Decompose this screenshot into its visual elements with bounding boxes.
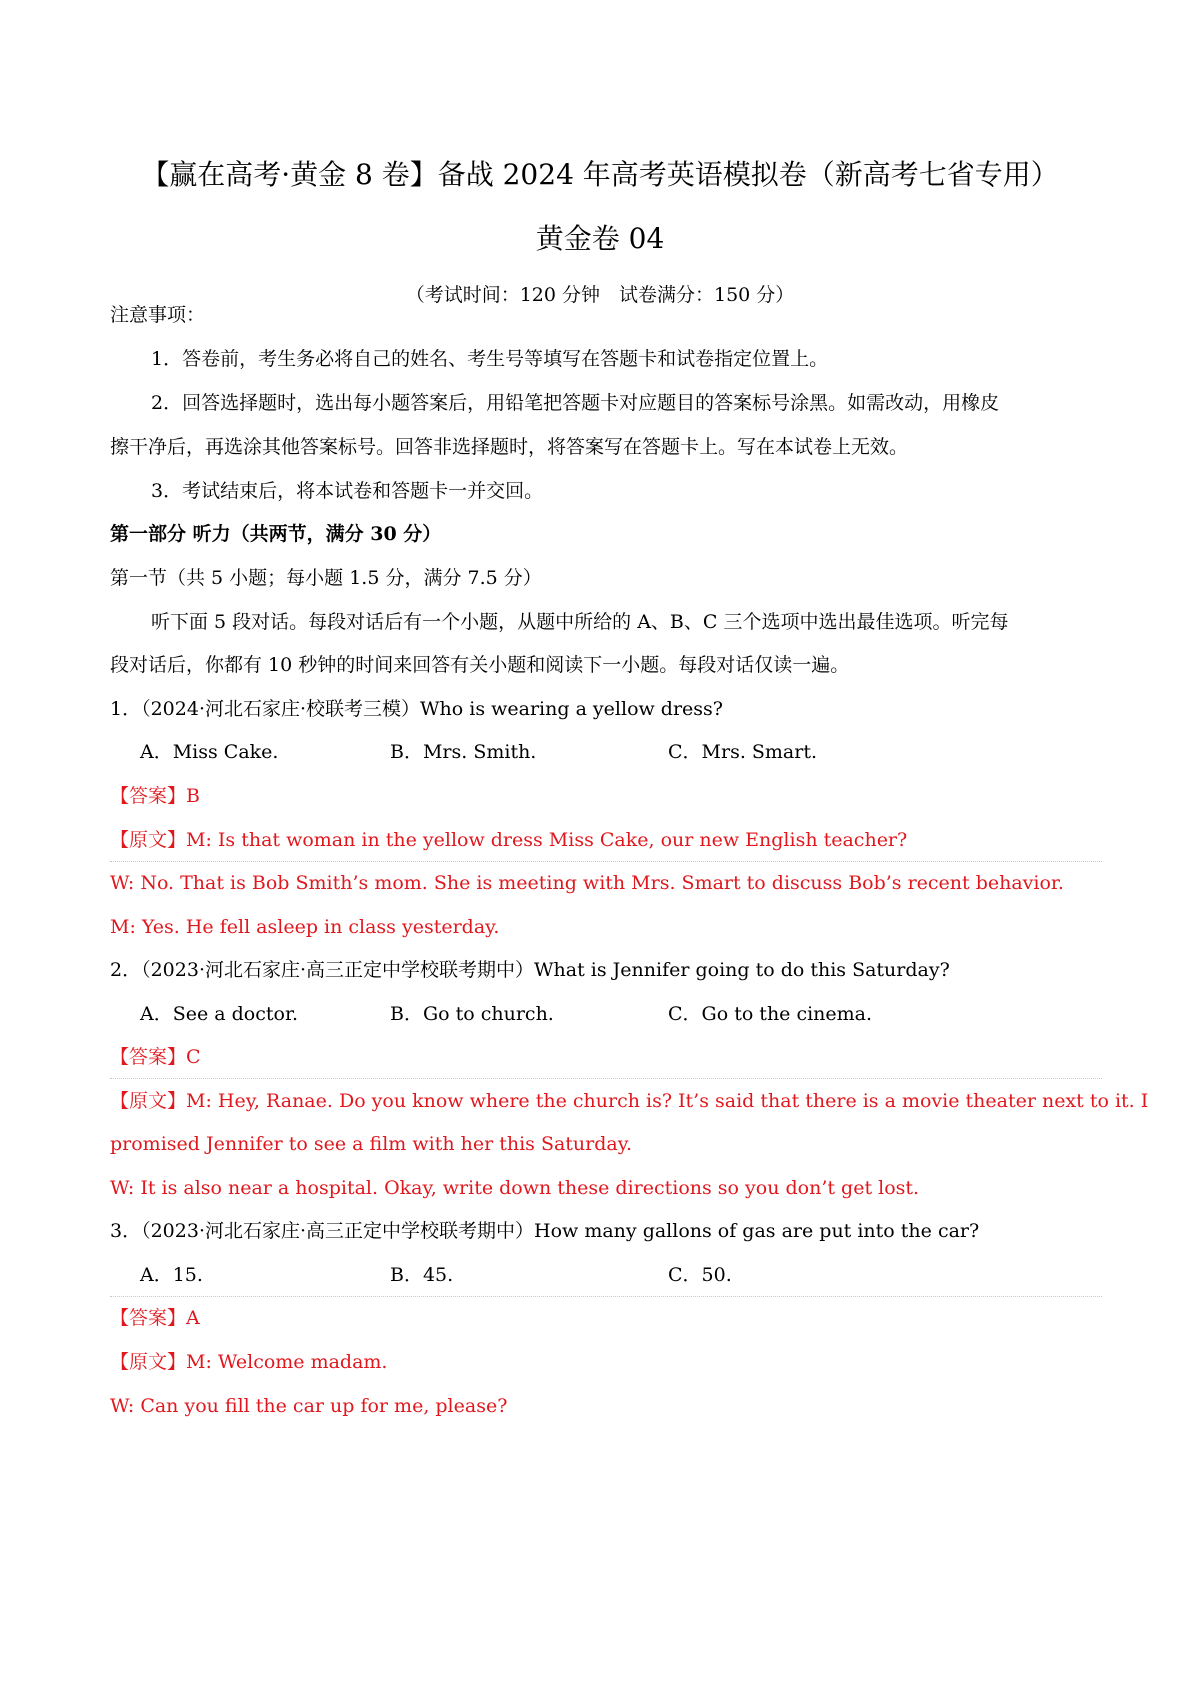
option-a: A．15. bbox=[140, 1264, 203, 1286]
notice-heading: 注意事项： bbox=[110, 304, 206, 326]
part-heading: 第一部分 听力（共两节，满分 30 分） bbox=[110, 523, 442, 545]
notice-item-1: 1．答卷前，考生务必将自己的姓名、考生号等填写在答题卡和试卷指定位置上。 bbox=[151, 348, 829, 370]
option-b: B．Go to church. bbox=[390, 1003, 554, 1025]
notice-item-2-cont: 擦干净后，再选涂其他答案标号。回答非选择题时，将答案写在答题卡上。写在本试卷上无效。 bbox=[110, 436, 909, 458]
transcript-line: 【原文】M: Is that woman in the yellow dress Miss Cake, our new English teacher? bbox=[110, 829, 908, 851]
question-stem: 3．（2023·河北石家庄·高三正定中学校联考期中）How many gallons of gas are put into the car? bbox=[110, 1220, 980, 1242]
exam-title: 【赢在高考·黄金 8 卷】备战 2024 年高考英语模拟卷（新高考七省专用） bbox=[141, 158, 1059, 191]
question-stem: 1．（2024·河北石家庄·校联考三模）Who is wearing a yellow dress? bbox=[110, 698, 723, 720]
transcript-line: 【原文】M: Welcome madam. bbox=[110, 1351, 388, 1373]
exam-subtitle: 黄金卷 04 bbox=[535, 222, 665, 255]
option-c: C．Mrs. Smart. bbox=[668, 741, 818, 763]
transcript-line: promised Jennifer to see a film with her this Saturday. bbox=[110, 1133, 632, 1155]
transcript-line: 【原文】M: Hey, Ranae. Do you know where the church is? It’s said that there is a movie theater next to it. I bbox=[110, 1090, 1149, 1112]
question-stem: 2．（2023·河北石家庄·高三正定中学校联考期中）What is Jennifer going to do this Saturday? bbox=[110, 959, 950, 981]
transcript-line: W: Can you fill the car up for me, please? bbox=[110, 1395, 508, 1417]
section-instruction: 听下面 5 段对话。每段对话后有一个小题，从题中所给的 A、B、C 三个选项中选出最佳选项。听完每 bbox=[151, 611, 1009, 633]
option-b: B．Mrs. Smith. bbox=[390, 741, 537, 763]
dotted-divider bbox=[110, 1078, 1102, 1079]
answer: 【答案】B bbox=[110, 785, 200, 807]
section-instruction-cont: 段对话后，你都有 10 秒钟的时间来回答有关小题和阅读下一小题。每段对话仅读一遍。 bbox=[110, 654, 850, 676]
transcript-line: M: Yes. He fell asleep in class yesterday. bbox=[110, 916, 500, 938]
answer: 【答案】A bbox=[110, 1307, 200, 1329]
answer: 【答案】C bbox=[110, 1046, 201, 1068]
option-a: A．See a doctor. bbox=[140, 1003, 298, 1025]
notice-item-2: 2．回答选择题时，选出每小题答案后，用铅笔把答题卡对应题目的答案标号涂黑。如需改动，用橡皮 bbox=[151, 392, 1000, 414]
option-b: B．45. bbox=[390, 1264, 454, 1286]
transcript-line: W: No. That is Bob Smith’s mom. She is meeting with Mrs. Smart to discuss Bob’s recent behavior. bbox=[110, 872, 1064, 894]
dotted-divider bbox=[110, 1296, 1102, 1297]
option-c: C．Go to the cinema. bbox=[668, 1003, 873, 1025]
option-c: C．50. bbox=[668, 1264, 732, 1286]
section-heading: 第一节（共 5 小题；每小题 1.5 分，满分 7.5 分） bbox=[110, 567, 542, 589]
transcript-line: W: It is also near a hospital. Okay, write down these directions so you don’t get lost. bbox=[110, 1177, 920, 1199]
exam-time-score: （考试时间：120 分钟 试卷满分：150 分） bbox=[405, 284, 795, 306]
option-a: A．Miss Cake. bbox=[140, 741, 279, 763]
notice-item-3: 3．考试结束后，将本试卷和答题卡一并交回。 bbox=[151, 480, 544, 502]
dotted-divider bbox=[110, 861, 1102, 862]
